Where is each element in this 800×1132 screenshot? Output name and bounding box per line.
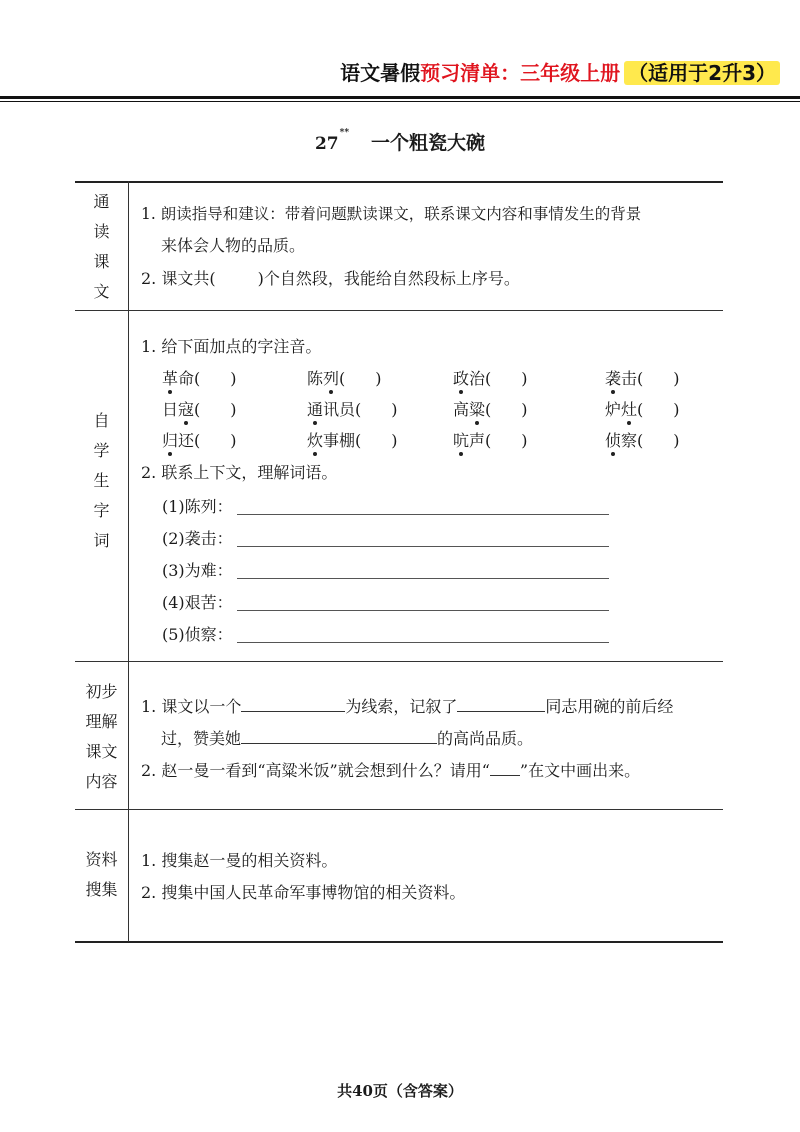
label-char: 通 xyxy=(93,192,110,211)
section-label-reading xyxy=(75,187,128,307)
research-item-1: 1. 搜集赵一曼的相关资料。 xyxy=(141,851,338,870)
label-line: 内容 xyxy=(85,772,118,791)
definition-label: (2)袭击： xyxy=(162,529,233,548)
section-label-understand xyxy=(75,677,128,797)
header-title-part-c: （适用于2升3） xyxy=(624,61,780,85)
pinyin-word: 袭击( ) xyxy=(605,369,680,388)
label-char: 自 xyxy=(93,411,110,430)
reading-item-2-post: )个自然段，我能给自然段标上序号。 xyxy=(257,269,520,288)
understand-item-2: 2. 赵一曼一看到“高粱米饭”就会想到什么？请用“ ”在文中画出来。 xyxy=(141,755,640,787)
header-title xyxy=(340,58,780,88)
definition-label: (3)为难： xyxy=(162,561,233,580)
label-char: 文 xyxy=(93,282,110,301)
vocab-question-1: 1. 给下面加点的字注音。 xyxy=(141,337,322,356)
label-char: 学 xyxy=(93,441,110,460)
definition-label: (1)陈列： xyxy=(162,497,233,516)
row-divider xyxy=(75,661,723,662)
row-divider xyxy=(75,809,723,810)
label-line: 课文 xyxy=(85,742,118,761)
pinyin-word: 陈列( ) xyxy=(307,369,382,388)
row-divider xyxy=(75,310,723,311)
definition-answer-line[interactable] xyxy=(237,610,609,611)
label-char: 字 xyxy=(93,501,110,520)
understand-item-1-line-2: 过，赞美她 的高尚品质。 xyxy=(161,723,533,755)
pinyin-word: 侦察( ) xyxy=(605,431,680,450)
preview-table xyxy=(75,181,723,943)
definition-answer-line[interactable] xyxy=(237,546,609,547)
definition-answer-line[interactable] xyxy=(237,578,609,579)
definition-answer-line[interactable] xyxy=(237,514,609,515)
name-blank[interactable] xyxy=(457,693,545,712)
label-char: 读 xyxy=(93,222,110,241)
definition-answer-line[interactable] xyxy=(237,642,609,643)
label-line: 初步 xyxy=(85,682,118,701)
header-title-part-a: 语文暑假 xyxy=(340,61,421,85)
pinyin-word: 归还( ) xyxy=(162,431,237,450)
pinyin-word: 高粱( ) xyxy=(453,400,528,419)
pinyin-word: 炊事棚( ) xyxy=(307,431,398,450)
reading-item-1-line-1: 1. 朗读指导和建议：带着问题默读课文，联系课文内容和事情发生的背景 xyxy=(141,205,642,223)
label-line: 资料 xyxy=(85,850,118,869)
pinyin-word: 日寇( ) xyxy=(162,400,237,419)
reading-item-2-pre: 2. 课文共( xyxy=(141,269,216,288)
lesson-mark: ** xyxy=(339,128,350,138)
page-footer: 共40页（含答案） xyxy=(337,1082,463,1100)
pinyin-word: 革命( ) xyxy=(162,369,237,388)
vocab-question-2: 2. 联系上下文，理解词语。 xyxy=(141,463,338,482)
lesson-title xyxy=(0,128,800,155)
label-char: 生 xyxy=(93,471,110,490)
table-bottom-border xyxy=(75,941,723,943)
label-char: 词 xyxy=(93,531,110,550)
label-line: 搜集 xyxy=(85,880,118,899)
header-divider-thin xyxy=(0,101,800,102)
clue-blank[interactable] xyxy=(241,693,345,712)
label-char: 课 xyxy=(93,252,110,271)
definition-label: (4)艰苦： xyxy=(162,593,233,612)
label-line: 理解 xyxy=(85,712,118,731)
reading-item-2 xyxy=(141,263,520,295)
pinyin-word: 通讯员( ) xyxy=(307,400,398,419)
lesson-name: 一个粗瓷大碗 xyxy=(371,132,486,154)
reading-item-1-line-2: 来体会人物的品质。 xyxy=(161,236,306,255)
table-top-border xyxy=(75,181,723,183)
pinyin-word: 炉灶( ) xyxy=(605,400,680,419)
quality-blank[interactable] xyxy=(241,725,437,744)
section-label-research xyxy=(75,845,128,905)
pinyin-word: 政治( ) xyxy=(453,369,528,388)
underline-mark-sample xyxy=(490,757,520,776)
pinyin-word: 吭声( ) xyxy=(453,431,528,450)
column-divider xyxy=(128,181,129,942)
header-divider xyxy=(0,96,800,99)
definition-label: (5)侦察： xyxy=(162,625,233,644)
section-label-vocab xyxy=(75,406,128,556)
understand-item-1-line-1: 1. 课文以一个 为线索，记叙了 同志用碗的前后经 xyxy=(141,691,673,723)
research-item-2: 2. 搜集中国人民革命军事博物馆的相关资料。 xyxy=(141,883,466,902)
lesson-number: 27 xyxy=(314,134,339,154)
header-title-part-b: 预习清单：三年级上册 xyxy=(420,61,621,85)
